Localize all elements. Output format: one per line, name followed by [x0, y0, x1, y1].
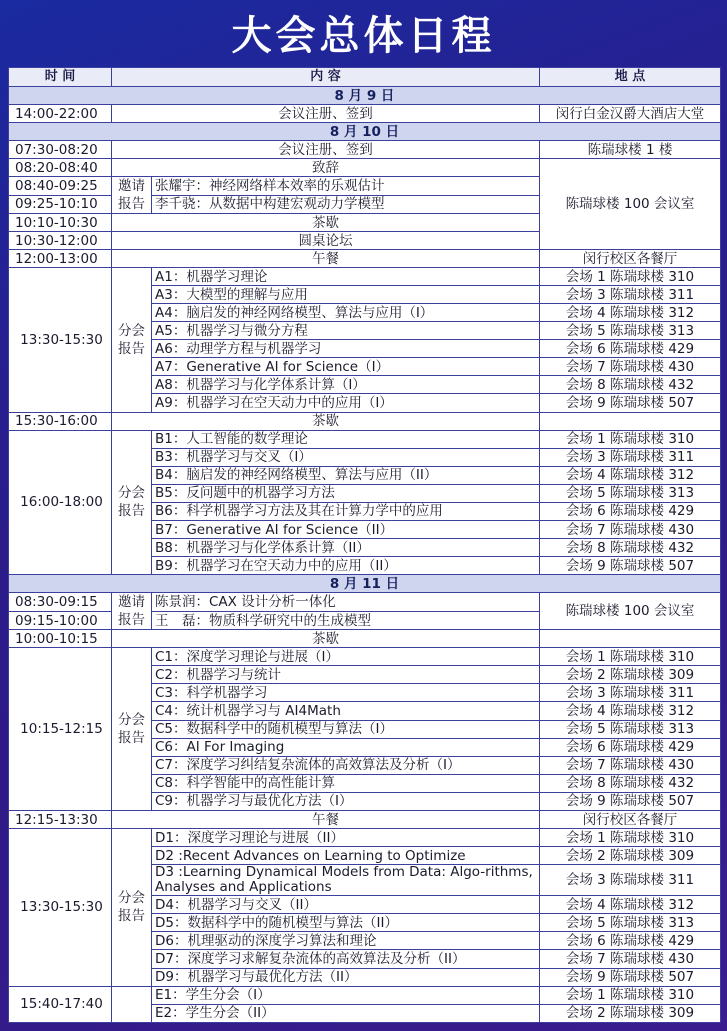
content-cell: 会议注册、签到	[112, 141, 540, 159]
location-cell: 闵行校区各餐厅	[540, 810, 721, 828]
time-cell: 14:00-22:00	[9, 105, 112, 123]
location-cell: 陈瑞球楼 100 会议室	[540, 159, 721, 250]
session-group	[9, 430, 721, 575]
session-title: C8：科学智能中的高性能计算	[152, 774, 540, 792]
location-cell: 陈瑞球楼 100 会议室	[540, 593, 721, 630]
location-cell: 陈瑞球楼 1 楼	[540, 141, 721, 159]
day-row	[9, 575, 721, 593]
time-cell: 13:30-15:30	[9, 829, 112, 987]
time-cell: 10:10-10:30	[9, 214, 112, 232]
schedule-row	[9, 250, 721, 268]
time-cell: 12:15-13:30	[9, 810, 112, 828]
session-label	[112, 986, 152, 1022]
session-title: A3：大模型的理解与应用	[152, 286, 540, 304]
location-cell: 会场 2 陈瑞球楼 309	[540, 1004, 721, 1022]
session-title: D6：机理驱动的深度学习算法和理论	[152, 932, 540, 950]
session-group	[9, 829, 721, 987]
day-row	[9, 87, 721, 105]
location-cell: 会场 3 陈瑞球楼 311	[540, 865, 721, 896]
location-cell: 会场 6 陈瑞球楼 429	[540, 340, 721, 358]
time-cell: 09:15-10:00	[9, 611, 112, 630]
header-row	[9, 68, 721, 87]
location-cell: 会场 4 陈瑞球楼 312	[540, 702, 721, 720]
session-title: A1：机器学习理论	[152, 268, 540, 286]
invited-label: 邀请 报告	[112, 593, 152, 630]
content-cell: 陈景润：CAX 设计分析一体化	[152, 593, 540, 612]
location-header: 地 点	[540, 68, 721, 87]
session-label: 分会报告	[112, 648, 152, 811]
session-title: C4：统计机器学习与 AI4Math	[152, 702, 540, 720]
time-cell: 09:25-10:10	[9, 195, 112, 214]
session-title: A7：Generative AI for Science（I）	[152, 358, 540, 376]
session-title: C6：AI For Imaging	[152, 738, 540, 756]
session-label: 分会报告	[112, 829, 152, 987]
location-cell: 会场 8 陈瑞球楼 432	[540, 774, 721, 792]
location-cell: 会场 5 陈瑞球楼 313	[540, 914, 721, 932]
location-cell: 闵行白金汉爵大酒店大堂	[540, 105, 721, 123]
content-cell: 午餐	[112, 250, 540, 268]
session-title: D2 :Recent Advances on Learning to Optimize	[152, 847, 540, 865]
session-title: E2：学生分会（II）	[152, 1004, 540, 1022]
time-cell: 15:40-17:40	[9, 986, 112, 1022]
location-cell: 会场 7 陈瑞球楼 430	[540, 520, 721, 538]
time-cell: 08:30-09:15	[9, 593, 112, 612]
content-cell: 午餐	[112, 810, 540, 828]
invited-label: 邀请 报告	[112, 177, 152, 214]
location-cell: 会场 1 陈瑞球楼 310	[540, 829, 721, 847]
location-cell: 会场 5 陈瑞球楼 313	[540, 484, 721, 502]
content-cell: 王 磊：物质科学研究中的生成模型	[152, 611, 540, 630]
schedule-row	[9, 810, 721, 828]
location-cell: 会场 7 陈瑞球楼 430	[540, 756, 721, 774]
location-cell: 会场 5 陈瑞球楼 313	[540, 322, 721, 340]
session-title: A6：动理学方程与机器学习	[152, 340, 540, 358]
session-group	[9, 648, 721, 811]
session-title: E1：学生分会（I）	[152, 986, 540, 1004]
session-title: A4：脑启发的神经网络模型、算法与应用（I）	[152, 304, 540, 322]
location-cell: 会场 3 陈瑞球楼 311	[540, 448, 721, 466]
location-cell: 会场 4 陈瑞球楼 312	[540, 896, 721, 914]
schedule-row	[9, 105, 721, 123]
session-title: C9：机器学习与最优化方法（I）	[152, 792, 540, 810]
schedule-table	[8, 67, 721, 1023]
content-cell: 茶歇	[112, 630, 540, 648]
location-cell	[540, 630, 721, 648]
time-cell: 07:30-08:20	[9, 141, 112, 159]
session-row	[9, 829, 721, 847]
day-label: 8 月 9 日	[9, 87, 721, 105]
session-title: D7：深度学习求解复杂流体的高效算法及分析（II）	[152, 950, 540, 968]
session-title: B5：反问题中的机器学习方法	[152, 484, 540, 502]
day-label: 8 月 11 日	[9, 575, 721, 593]
page-title: 大会总体日程	[231, 13, 496, 59]
time-cell: 15:30-16:00	[9, 412, 112, 430]
session-title: C2：机器学习与统计	[152, 666, 540, 684]
location-cell: 会场 6 陈瑞球楼 429	[540, 932, 721, 950]
location-cell: 会场 9 陈瑞球楼 507	[540, 394, 721, 412]
schedule-row	[9, 593, 721, 612]
session-title: A8：机器学习与化学体系计算（I）	[152, 376, 540, 394]
session-row	[9, 648, 721, 666]
session-title: B1：人工智能的数学理论	[152, 430, 540, 448]
content-cell: 致辞	[112, 159, 540, 177]
session-title: B3：机器学习与交叉（I）	[152, 448, 540, 466]
time-header: 时 间	[9, 68, 112, 87]
time-cell: 13:30-15:30	[9, 268, 112, 413]
session-group	[9, 986, 721, 1022]
location-cell: 会场 1 陈瑞球楼 310	[540, 986, 721, 1004]
location-cell: 会场 1 陈瑞球楼 310	[540, 430, 721, 448]
session-title: C7：深度学习纠结复杂流体的高效算法及分析（I）	[152, 756, 540, 774]
time-cell: 08:40-09:25	[9, 177, 112, 196]
location-cell: 会场 5 陈瑞球楼 313	[540, 720, 721, 738]
location-cell	[540, 412, 721, 430]
time-cell: 12:00-13:00	[9, 250, 112, 268]
location-cell: 会场 9 陈瑞球楼 507	[540, 557, 721, 575]
session-title: D3 :Learning Dynamical Models from Data: Algo-rithms, Analyses and Applications	[152, 865, 540, 896]
session-label: 分会报告	[112, 268, 152, 413]
content-header: 内 容	[112, 68, 540, 87]
session-row	[9, 986, 721, 1004]
schedule-row	[9, 630, 721, 648]
time-cell: 10:15-12:15	[9, 648, 112, 811]
session-row	[9, 268, 721, 286]
session-title: C1：深度学习理论与进展（I）	[152, 648, 540, 666]
session-title: D9：机器学习与最优化方法（II）	[152, 968, 540, 986]
session-label: 分会报告	[112, 430, 152, 575]
time-cell: 16:00-18:00	[9, 430, 112, 575]
time-cell: 10:30-12:00	[9, 232, 112, 250]
session-title: A5：机器学习与微分方程	[152, 322, 540, 340]
location-cell: 会场 2 陈瑞球楼 309	[540, 666, 721, 684]
session-group	[9, 268, 721, 413]
day-row	[9, 123, 721, 141]
location-cell: 会场 9 陈瑞球楼 507	[540, 968, 721, 986]
schedule-row	[9, 159, 721, 177]
session-title: B6：科学机器学习方法及其在计算力学中的应用	[152, 502, 540, 520]
content-cell: 李千骁：从数据中构建宏观动力学模型	[152, 195, 540, 214]
location-cell: 会场 3 陈瑞球楼 311	[540, 286, 721, 304]
day-label: 8 月 10 日	[9, 123, 721, 141]
location-cell: 会场 7 陈瑞球楼 430	[540, 950, 721, 968]
location-cell: 会场 8 陈瑞球楼 432	[540, 539, 721, 557]
location-cell: 会场 4 陈瑞球楼 312	[540, 466, 721, 484]
location-cell: 会场 9 陈瑞球楼 507	[540, 792, 721, 810]
session-title: B8：机器学习与化学体系计算（II）	[152, 539, 540, 557]
session-title: D5：数据科学中的随机模型与算法（II）	[152, 914, 540, 932]
session-title: C3：科学机器学习	[152, 684, 540, 702]
session-title: B9：机器学习在空天动力中的应用（II）	[152, 557, 540, 575]
location-cell: 会场 7 陈瑞球楼 430	[540, 358, 721, 376]
content-cell: 圆桌论坛	[112, 232, 540, 250]
time-cell: 08:20-08:40	[9, 159, 112, 177]
time-cell: 10:00-10:15	[9, 630, 112, 648]
session-title: C5：数据科学中的随机模型与算法（I）	[152, 720, 540, 738]
content-cell: 会议注册、签到	[112, 105, 540, 123]
session-title: B7：Generative AI for Science（II）	[152, 520, 540, 538]
location-cell: 会场 2 陈瑞球楼 309	[540, 847, 721, 865]
location-cell: 会场 1 陈瑞球楼 310	[540, 268, 721, 286]
session-row	[9, 430, 721, 448]
session-title: D4：机器学习与交叉（II）	[152, 896, 540, 914]
location-cell: 会场 4 陈瑞球楼 312	[540, 304, 721, 322]
session-title: B4：脑启发的神经网络模型、算法与应用（II）	[152, 466, 540, 484]
content-cell: 茶歇	[112, 412, 540, 430]
content-cell: 张耀宇：神经网络样本效率的乐观估计	[152, 177, 540, 196]
session-title: D1：深度学习理论与进展（II）	[152, 829, 540, 847]
schedule-row	[9, 412, 721, 430]
location-cell: 闵行校区各餐厅	[540, 250, 721, 268]
location-cell: 会场 8 陈瑞球楼 432	[540, 376, 721, 394]
content-cell: 茶歇	[112, 214, 540, 232]
schedule-row	[9, 141, 721, 159]
location-cell: 会场 6 陈瑞球楼 429	[540, 502, 721, 520]
location-cell: 会场 1 陈瑞球楼 310	[540, 648, 721, 666]
location-cell: 会场 6 陈瑞球楼 429	[540, 738, 721, 756]
location-cell: 会场 3 陈瑞球楼 311	[540, 684, 721, 702]
session-title: A9：机器学习在空天动力中的应用（I）	[152, 394, 540, 412]
